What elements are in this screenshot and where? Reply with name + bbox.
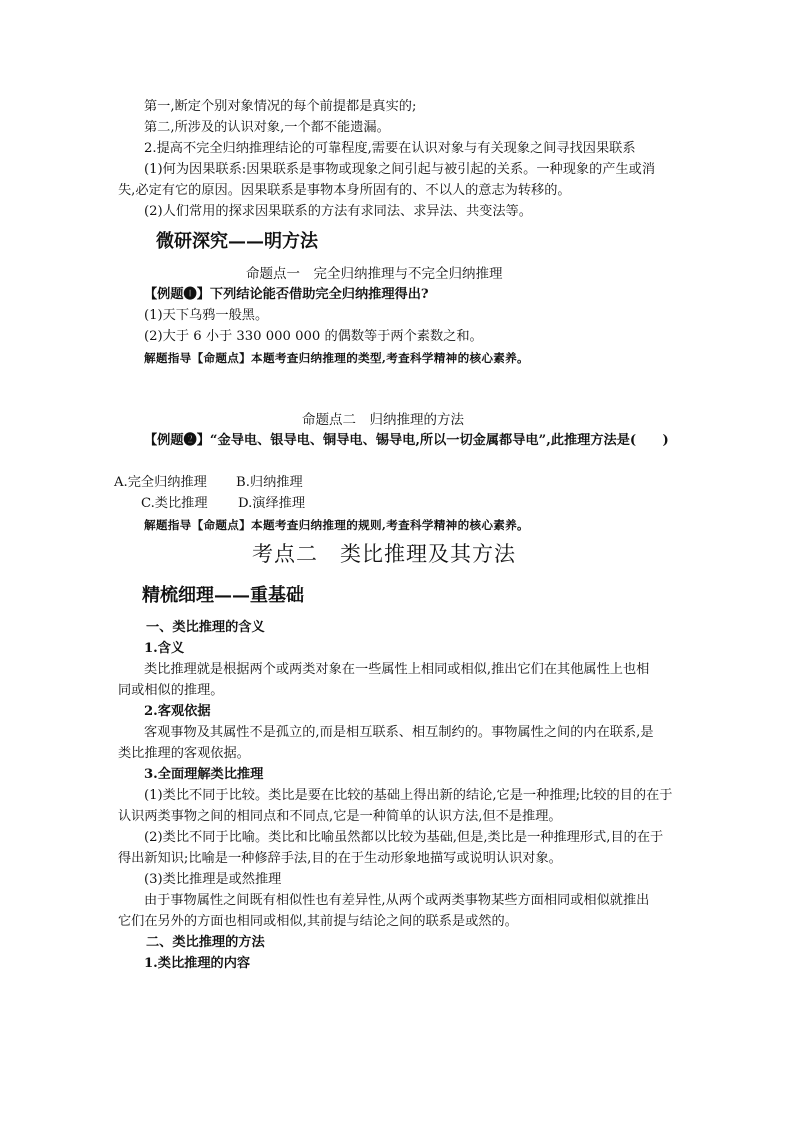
section-heading-jingshu: 精梳细理——重基础 [142, 585, 304, 606]
option-c: C.类比推理 [141, 496, 208, 511]
paragraph-line: 得出新知识;比喻是一种修辞手法,目的在于生动形象地描写或说明认识对象。 [118, 851, 562, 866]
paragraph-line: 它们在另外的方面也相同或相似,其前提与结论之间的联系是或然的。 [118, 914, 518, 929]
option-b: B.归纳推理 [236, 475, 303, 490]
example-1-item: (2)大于 6 小于 330 000 000 的偶数等于两个素数之和。 [144, 329, 483, 344]
paragraph-line: 第一,断定个别对象情况的每个前提都是真实的; [144, 99, 417, 114]
option-a: A.完全归纳推理 [114, 475, 207, 490]
paragraph-line: 类比推理的客观依据。 [118, 746, 250, 761]
solution-guide-2: 解题指导【命题点】本题考查归纳推理的规则,考查科学精神的核心素养。 [144, 518, 529, 532]
paragraph-line: (3)类比推理是或然推理 [144, 872, 282, 887]
paragraph-line: 第二,所涉及的认识对象,一个都不能遗漏。 [144, 120, 390, 135]
paragraph-line: (1)何为因果联系:因果联系是事物或现象之间引起与被引起的关系。一种现象的产生或消 [144, 162, 656, 177]
paragraph-line: 由于事物属性之间既有相似性也有差异性,从两个或两类事物某些方面相同或相似就推出 [144, 893, 650, 908]
paragraph-line: (2)类比不同于比喻。类比和比喻虽然都以比较为基础,但是,类比是一种推理形式,目的在于 [144, 830, 664, 845]
topic-title-1: 命题点一 完全归纳推理与不完全归纳推理 [246, 266, 503, 282]
paragraph-line: (1)类比不同于比较。类比是要在比较的基础上得出新的结论,它是一种推理;比较的目的在于 [144, 788, 673, 803]
example-1-question: 【例题❶】下列结论能否借助完全归纳推理得出? [144, 287, 429, 302]
paragraph-line: 客观事物及其属性不是孤立的,而是相互联系、相互制约的。事物属性之间的内在联系,是 [144, 725, 654, 740]
paragraph-line: 类比推理就是根据两个或两类对象在一些属性上相同或相似,推出它们在其他属性上也相 [144, 662, 650, 677]
section-heading-weiyan: 微研深究——明方法 [156, 231, 318, 252]
subsection-title: 1.类比推理的内容 [144, 956, 251, 971]
part-heading-1: 一、类比推理的含义 [146, 620, 265, 635]
paragraph-line: 同或相似的推理。 [118, 683, 224, 698]
topic-title-2: 命题点二 归纳推理的方法 [302, 412, 464, 428]
paragraph-line: (2)人们常用的探求因果联系的方法有求同法、求异法、共变法等。 [144, 204, 532, 219]
paragraph-line: 认识两类事物之间的相同点和不同点,它是一种简单的认识方法,但不是推理。 [118, 809, 562, 824]
part-heading-2: 二、类比推理的方法 [146, 935, 265, 950]
solution-guide-1: 解题指导【命题点】本题考查归纳推理的类型,考查科学精神的核心素养。 [144, 351, 529, 365]
example-1-item: (1)天下乌鸦一般黑。 [144, 308, 269, 323]
example-2-question: 【例题❷】“金导电、银导电、铜导电、锡导电,所以一切金属都导电”,此推理方法是( ) [144, 433, 669, 448]
subsection-title: 1.含义 [144, 641, 185, 656]
paragraph-line: 2.提高不完全归纳推理结论的可靠程度,需要在认识对象与有关现象之间寻找因果联系 [144, 141, 636, 156]
kaodian-heading: 考点二 类比推理及其方法 [252, 542, 516, 566]
subsection-title: 3.全面理解类比推理 [144, 767, 264, 782]
subsection-title: 2.客观依据 [144, 704, 211, 719]
paragraph-line: 失,必定有它的原因。因果联系是事物本身所固有的、不以人的意志为转移的。 [118, 183, 571, 198]
option-d: D.演绎推理 [238, 496, 306, 511]
